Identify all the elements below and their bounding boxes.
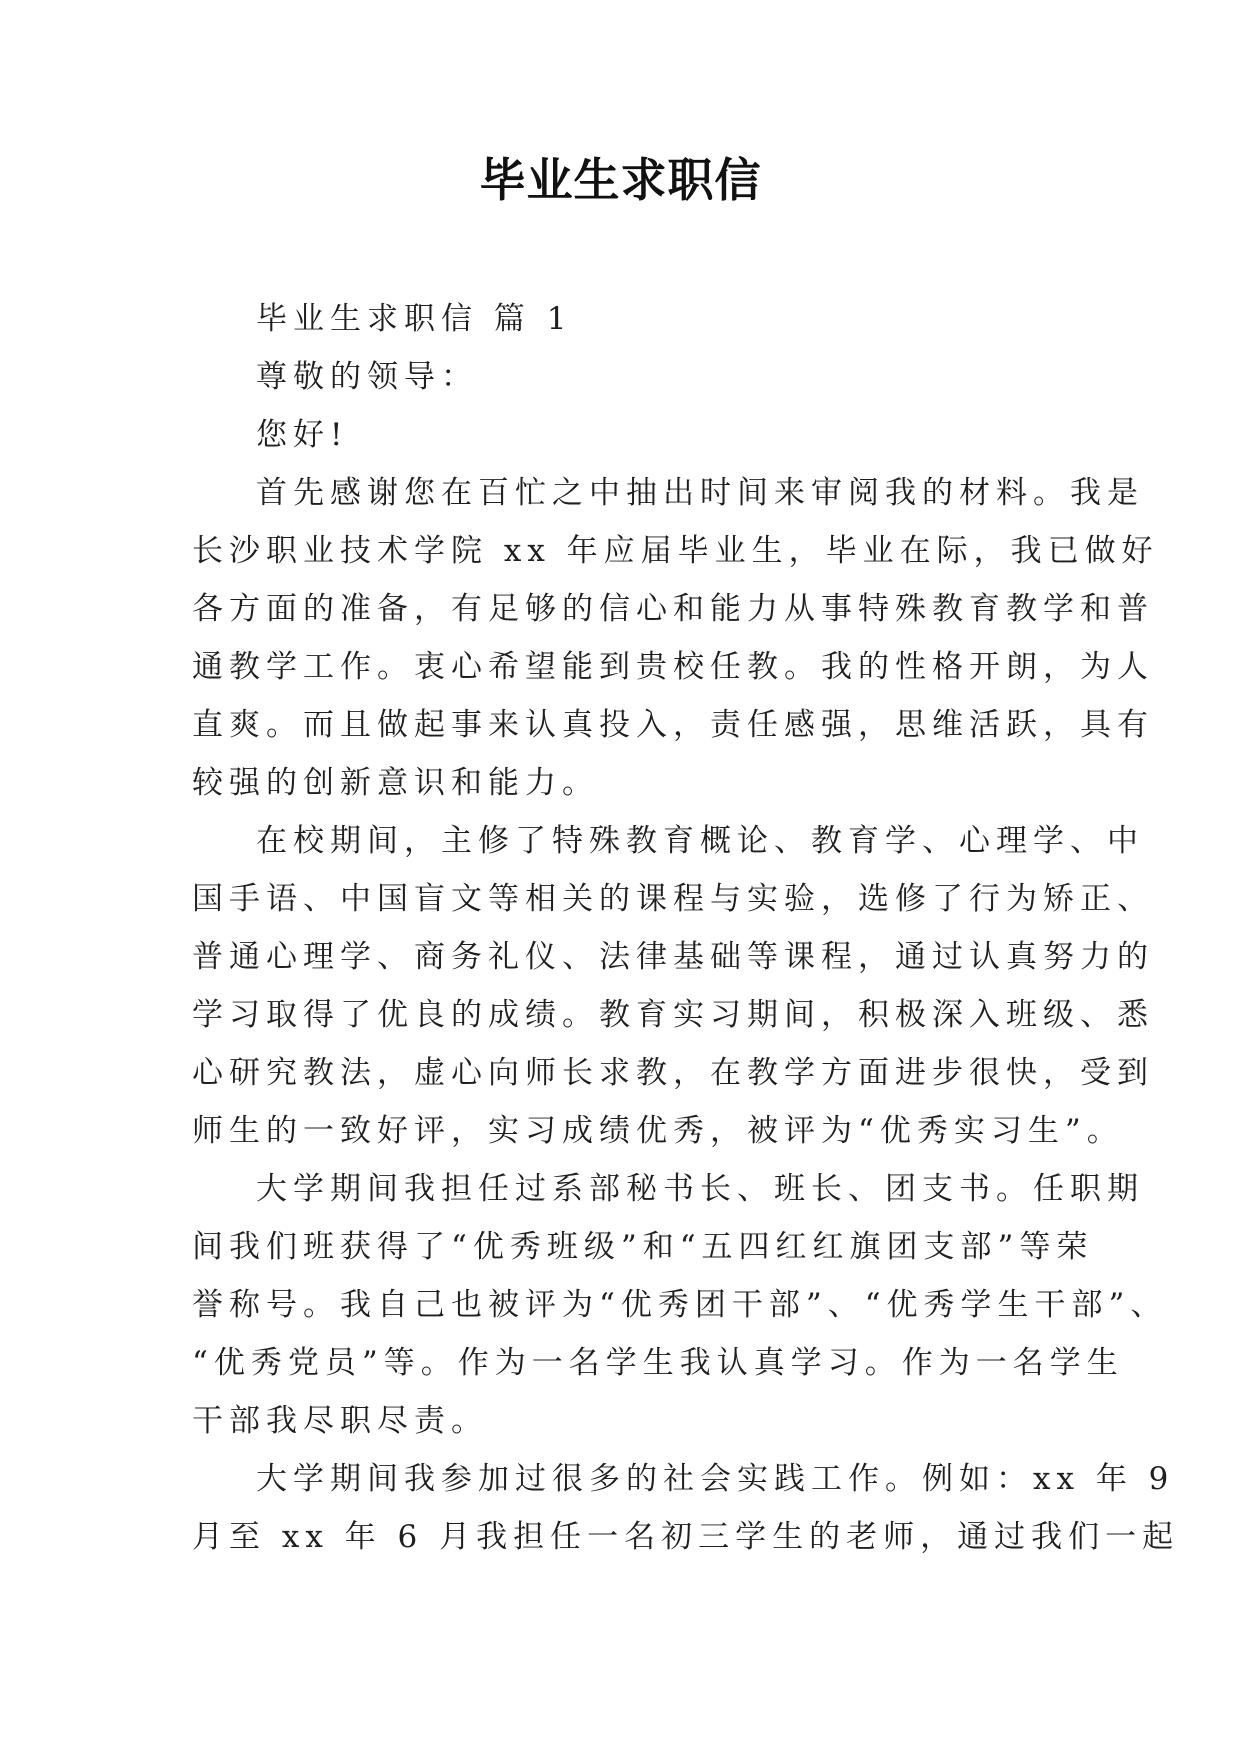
text-line: 长沙职业技术学院 xx 年应届毕业生，毕业在际，我已做好 [192, 533, 1159, 569]
text-line: 普通心理学、商务礼仪、法律基础等课程，通过认真努力的 [192, 939, 1154, 975]
text-line: 干部我尽职尽责。 [192, 1403, 488, 1439]
text-line: 间我们班获得了“优秀班级”和“五四红红旗团支部”等荣 [192, 1229, 1094, 1265]
text-line: 大学期间我担任过系部秘书长、班长、团支书。任职期 [256, 1171, 1144, 1207]
text-line: 心研究教法，虚心向师长求教，在教学方面进步很快，受到 [192, 1055, 1154, 1091]
document-title: 毕业生求职信 [479, 153, 762, 207]
text-line: 通教学工作。衷心希望能到贵校任教。我的性格开朗，为人 [192, 649, 1154, 685]
text-line: 首先感谢您在百忙之中抽出时间来审阅我的材料。我是 [256, 475, 1144, 511]
text-line: 月至 xx 年 6 月我担任一名初三学生的老师，通过我们一起 [192, 1519, 1180, 1555]
text-line: 您好! [256, 417, 349, 453]
text-line: 学习取得了优良的成绩。教育实习期间，积极深入班级、悉 [192, 997, 1154, 1033]
text-line: 直爽。而且做起事来认真投入，责任感强，思维活跃，具有 [192, 707, 1154, 743]
text-line: 誉称号。我自己也被评为“优秀团干部”、“优秀学生干部”、 [192, 1287, 1168, 1323]
text-line: 毕业生求职信 篇 1 [256, 301, 573, 337]
text-line: 尊敬的领导： [256, 359, 478, 395]
text-line: 师生的一致好评，实习成绩优秀，被评为“优秀实习生”。 [192, 1113, 1124, 1149]
text-line: 较强的创新意识和能力。 [192, 765, 599, 801]
text-line: “优秀党员”等。作为一名学生我认真学习。作为一名学生 [192, 1345, 1124, 1381]
document-body [192, 290, 1180, 1566]
text-line: 在校期间，主修了特殊教育概论、教育学、心理学、中 [256, 823, 1144, 859]
text-line: 各方面的准备，有足够的信心和能力从事特殊教育教学和普 [192, 591, 1154, 627]
text-line: 国手语、中国盲文等相关的课程与实验，选修了行为矫正、 [192, 881, 1154, 917]
text-line: 大学期间我参加过很多的社会实践工作。例如：xx 年 9 [256, 1461, 1175, 1497]
